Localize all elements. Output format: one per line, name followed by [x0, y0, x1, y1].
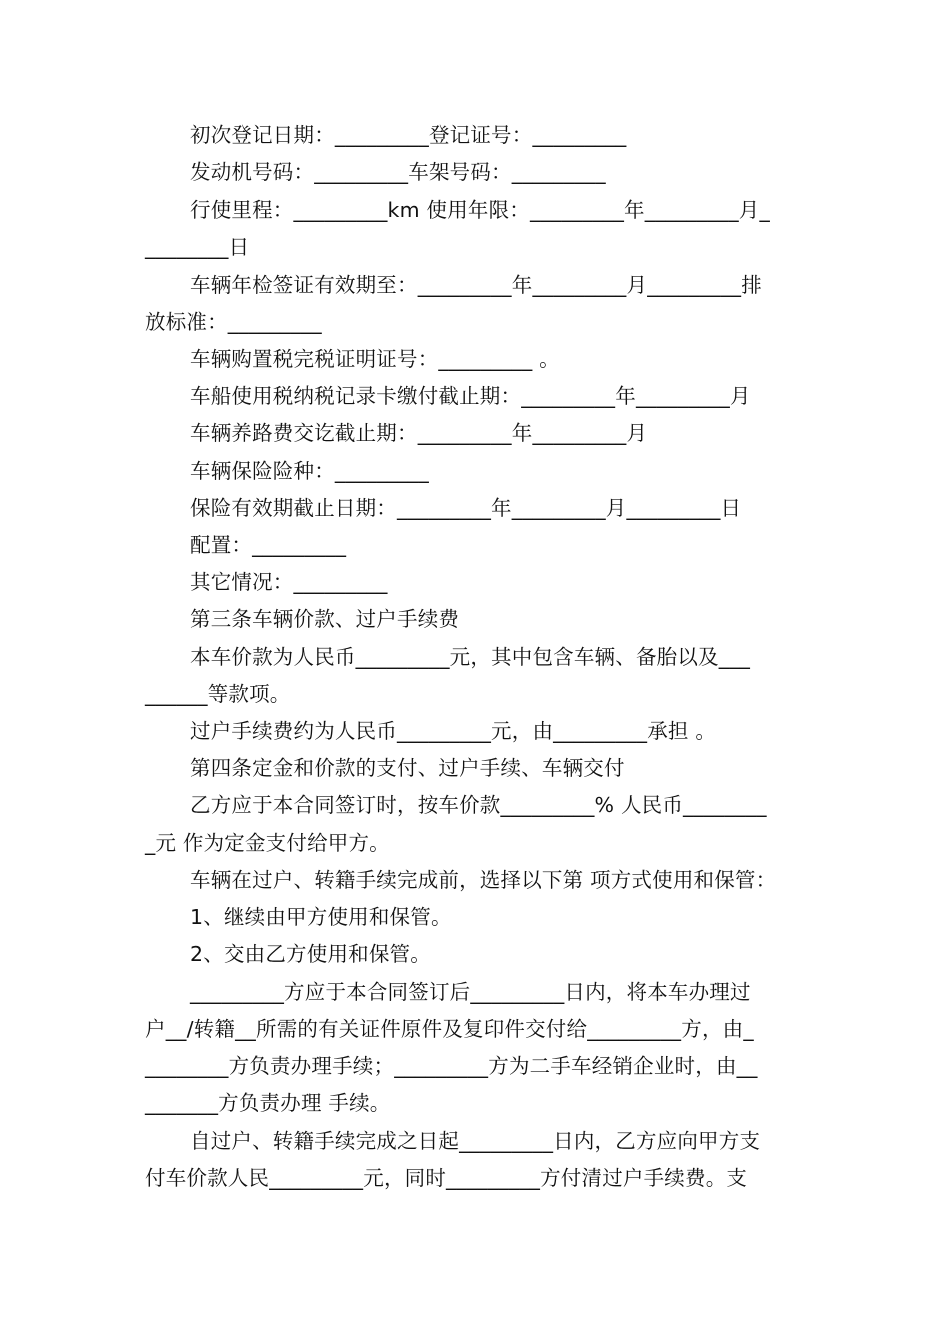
text-line: 乙方应于本合同签订时，按车价款_________% 人民币________ — [190, 793, 767, 817]
text-line: _元 作为定金支付给甲方。 — [145, 831, 390, 855]
text-line: 车辆在过户、转籍手续完成前，选择以下第 项方式使用和保管： — [190, 868, 777, 892]
text-line: _________方应于本合同签订后_________日内，将本车办理过 — [190, 980, 751, 1004]
section-heading: 第四条定金和价款的支付、过户手续、车辆交付 — [190, 756, 625, 780]
text-line: 自过户、转籍手续完成之日起_________日内，乙方应向甲方支 — [190, 1129, 761, 1153]
text-line: 车辆保险险种：_________ — [190, 459, 429, 483]
text-line: 其它情况：_________ — [190, 570, 388, 594]
text-line: _______方负责办理 手续。 — [145, 1091, 391, 1115]
list-item: 1、继续由甲方使用和保管。 — [190, 905, 452, 929]
text-line: 付车价款人民_________元，同时_________方付清过户手续费。支 — [145, 1166, 748, 1190]
text-line: 行使里程：_________km 使用年限：_________年_________月_ — [190, 198, 770, 222]
text-line: 本车价款为人民币_________元，其中包含车辆、备胎以及___ — [190, 645, 751, 669]
text-line: ________方负责办理手续；_________方为二手车经销企业时，由__ — [145, 1054, 758, 1078]
list-item: 2、交由乙方使用和保管。 — [190, 942, 431, 966]
text-line: 户__/转籍__所需的有关证件原件及复印件交付给_________方，由_ — [145, 1017, 754, 1041]
text-line: 车辆购置税完税证明证号：_________ 。 — [190, 347, 560, 371]
text-line: ________日 — [145, 235, 250, 259]
text-line: 发动机号码：_________车架号码：_________ — [190, 160, 606, 184]
text-line: 配置：_________ — [190, 533, 347, 557]
text-line: ______等款项。 — [145, 682, 291, 706]
text-line: 车辆养路费交讫截止期：_________年_________月 — [190, 421, 648, 445]
text-line: 初次登记日期：_________登记证号：_________ — [190, 123, 627, 147]
text-line: 保险有效期截止日期：_________年_________月_________日 — [190, 496, 742, 520]
text-line: 过户手续费约为人民币_________元，由_________承担 。 — [190, 719, 717, 743]
text-line: 放标准：_________ — [145, 310, 322, 334]
text-line: 车辆年检签证有效期至：_________年_________月_________排 — [190, 273, 762, 297]
section-heading: 第三条车辆价款、过户手续费 — [190, 607, 460, 631]
text-line: 车船使用税纳税记录卡缴付截止期：_________年_________月 — [190, 384, 751, 408]
